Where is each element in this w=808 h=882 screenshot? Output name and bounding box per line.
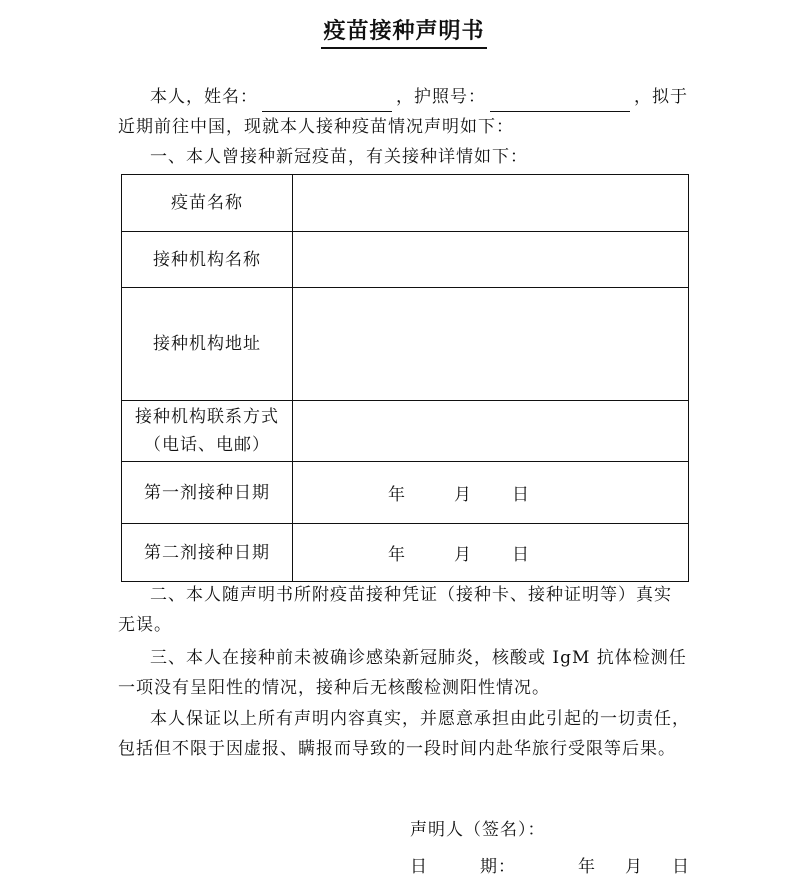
- signature-year: 年: [578, 857, 596, 877]
- document-title: [0, 14, 808, 49]
- passport-field[interactable]: [490, 91, 630, 112]
- first-dose-date-label: 第一剂接种日期: [122, 462, 293, 524]
- institution-contact-label: [122, 401, 293, 462]
- institution-address-label: 接种机构地址: [122, 288, 293, 401]
- second-dose-date-label: 第二剂接种日期: [122, 524, 293, 582]
- section-3-line-1: 三、本人在接种前未被确诊感染新冠肺炎，核酸或 IgM 抗体检测任: [150, 648, 687, 668]
- declarant-signature-label: 声明人（签名）：: [410, 820, 546, 840]
- first-dose-day: 日: [512, 485, 530, 505]
- institution-name-label: 接种机构名称: [122, 232, 293, 288]
- first-dose-date-fields: [293, 480, 688, 505]
- institution-address-cell[interactable]: [293, 288, 689, 401]
- signature-date-label-1: 日: [410, 857, 428, 877]
- second-dose-date-fields: [293, 540, 688, 565]
- signature-month: 月: [625, 857, 643, 877]
- document-title-text: 疫苗接种声明书: [321, 14, 486, 49]
- intro-line-1: [150, 82, 688, 112]
- table-row: [122, 401, 689, 462]
- institution-contact-label-line-1: 接种机构联系方式: [135, 407, 279, 427]
- table-row: [122, 175, 689, 232]
- second-dose-date-cell[interactable]: [293, 524, 689, 582]
- table-row: [122, 462, 689, 524]
- vaccine-name-cell[interactable]: [293, 175, 689, 232]
- name-field[interactable]: [262, 91, 392, 112]
- first-dose-date-cell[interactable]: [293, 462, 689, 524]
- section-3-line-2: 一项没有呈阳性的情况，接种后无核酸检测阳性情况。: [118, 678, 550, 698]
- second-dose-day: 日: [512, 545, 530, 565]
- table-row: [122, 288, 689, 401]
- vaccine-name-label: 疫苗名称: [122, 175, 293, 232]
- section-2-line-2: 无误。: [118, 615, 172, 635]
- intro-line-2: 近期前往中国，现就本人接种疫苗情况声明如下：: [118, 117, 514, 137]
- table-row: [122, 232, 689, 288]
- guarantee-line-1: 本人保证以上所有声明内容真实，并愿意承担由此引起的一切责任，: [150, 709, 690, 729]
- institution-contact-label-line-2: （电话、电邮）: [144, 435, 270, 455]
- signature-day: 日: [672, 857, 690, 877]
- vaccination-details-table: [121, 174, 689, 582]
- table-row: [122, 524, 689, 582]
- intro-line-1-end: ，拟于: [634, 87, 688, 107]
- guarantee-line-2: 包括但不限于因虚报、瞒报而导致的一段时间内赴华旅行受限等后果。: [118, 739, 676, 759]
- second-dose-month: 月: [454, 545, 472, 565]
- section-1-heading: 一、本人曾接种新冠疫苗，有关接种详情如下：: [150, 147, 528, 167]
- first-dose-year: 年: [388, 485, 406, 505]
- section-2-line-1: 二、本人随声明书所附疫苗接种凭证（接种卡、接种证明等）真实: [150, 585, 672, 605]
- institution-contact-cell[interactable]: [293, 401, 689, 462]
- second-dose-year: 年: [388, 545, 406, 565]
- first-dose-month: 月: [454, 485, 472, 505]
- institution-name-cell[interactable]: [293, 232, 689, 288]
- signature-date-label-2: 期：: [480, 857, 516, 877]
- passport-label: ，护照号：: [396, 87, 486, 107]
- name-label: 本人，姓名：: [150, 87, 258, 107]
